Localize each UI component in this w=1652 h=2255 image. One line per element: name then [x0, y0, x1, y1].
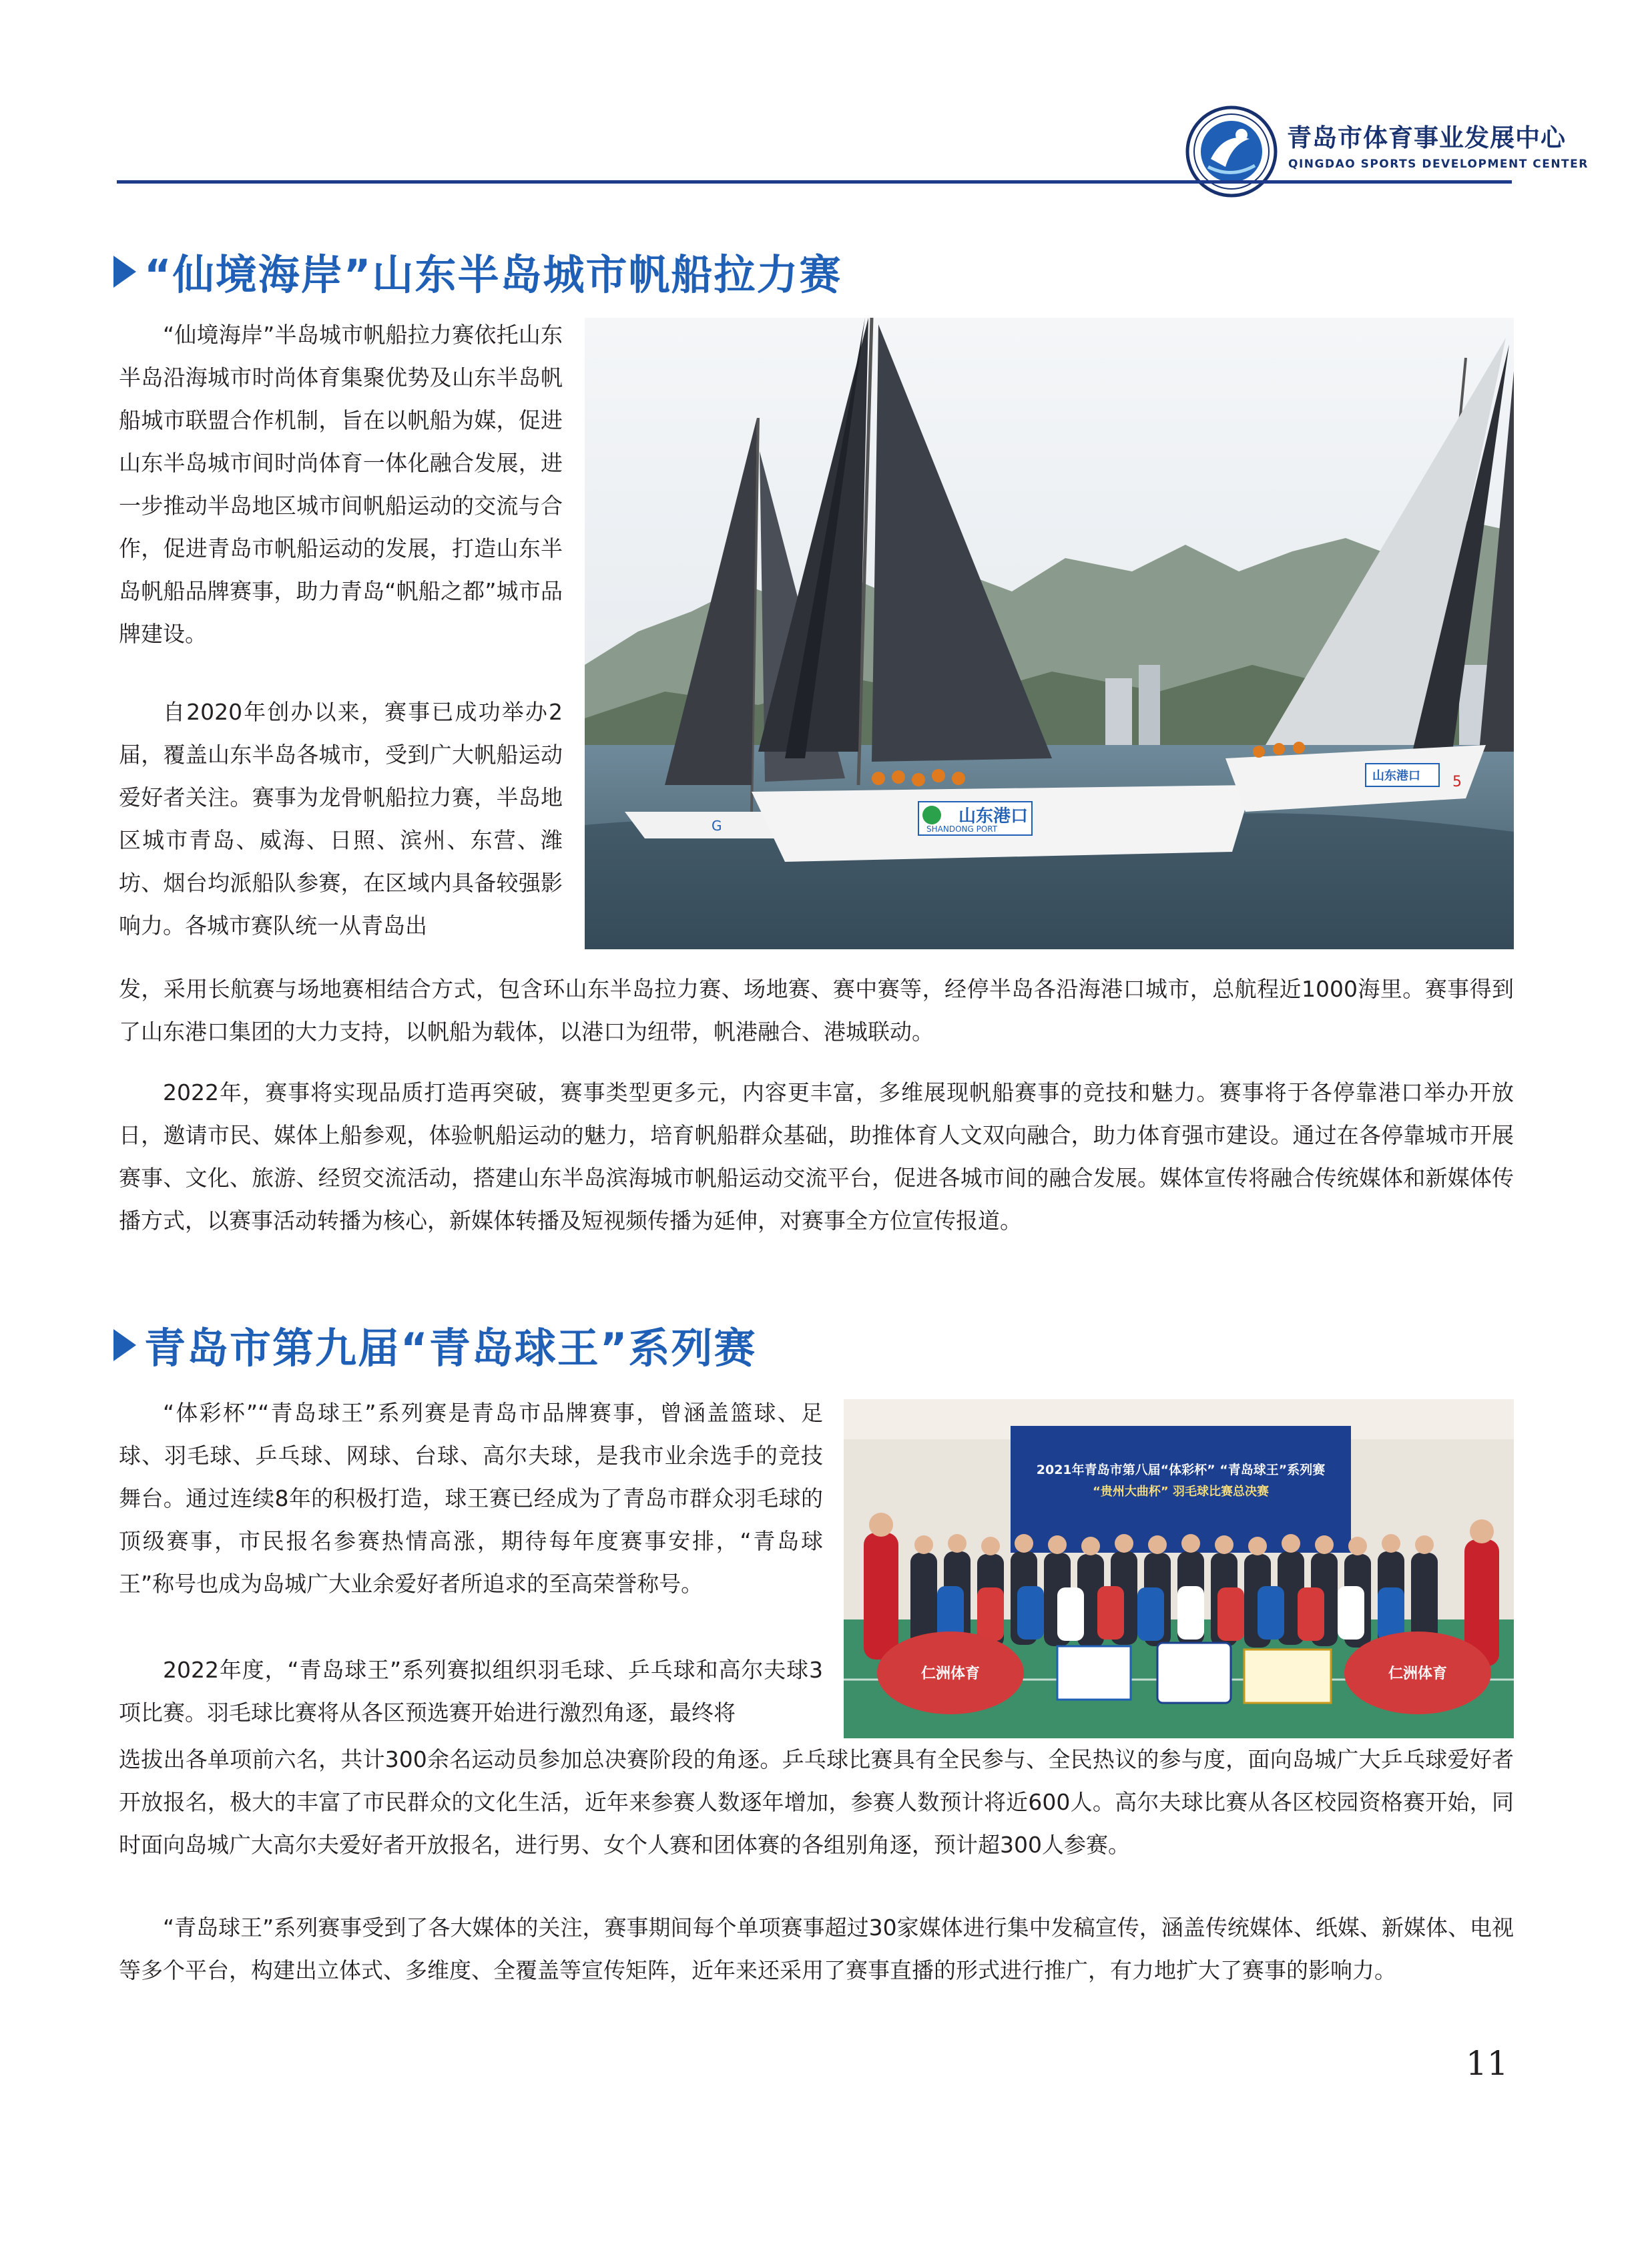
- org-logo: [1185, 105, 1278, 198]
- page-number: 11: [1466, 2044, 1508, 2083]
- section-heading-sailing: [113, 242, 842, 301]
- paragraph: 2022年，赛事将实现品质打造再突破，赛事类型更多元，内容更丰富，多维展现帆船赛事的竞技和魅力。赛事将于各停靠港口举办开放日，邀请市民、媒体上船参观，体验帆船运动的魅力，培育帆船群众基础，助推体育人文双向融合，助力体育强市建设。通过在各停靠城市开展赛事、文化、旅游、经贸交流活动，搭建山东半岛滨海城市帆船运动交流平台，促进各城市间的融合发展。媒体宣传将融合传统媒体和新媒体传播方式，以赛事活动转播为核心，新媒体转播及短视频传播为延伸，对赛事全方位宣传报道。: [119, 1079, 1514, 1234]
- svg-text:G: G: [712, 818, 722, 834]
- section-title: “仙境海岸”山东半岛城市帆船拉力赛: [144, 250, 842, 299]
- section-title: 青岛市第九届“青岛球王”系列赛: [144, 1324, 757, 1372]
- triangle-bullet-icon: [113, 256, 136, 288]
- paragraph: “青岛球王”系列赛事受到了各大媒体的关注，赛事期间每个单项赛事超过30家媒体进行集中发稿宣传，涵盖传统媒体、纸媒、新媒体、电视等多个平台，构建出立体式、多维度、全覆盖等宣传矩阵，近年来还采用了赛事直播的形式进行推广，有力地扩大了赛事的影响力。: [119, 1915, 1514, 1983]
- banner-title: 2021年青岛市第八届“体彩杯” “青岛球王”系列赛: [1036, 1463, 1326, 1477]
- hull-sponsor-text: 山东港口: [958, 806, 1029, 826]
- boat-number: 5: [1452, 774, 1462, 790]
- banner-subtitle: “贵州大曲杯” 羽毛球比赛总决赛: [1093, 1485, 1269, 1499]
- paragraph: 2022年度，“青岛球王”系列赛拟组织羽毛球、乒乓球和高尔夫球3项比赛。羽毛球比赛将从各区预选赛开始进行激烈角逐，最终将: [119, 1657, 823, 1726]
- badminton-final-group-photo: [844, 1399, 1514, 1738]
- paragraph: 自2020年创办以来，赛事已成功举办2届，覆盖山东半岛各城市，受到广大帆船运动爱好者关注。赛事为龙骨帆船拉力赛，半岛地区城市青岛、威海、日照、滨州、东营、潍坊、烟台均派船队参赛，在区域内具备较强影响力。各城市赛队统一从青岛出: [119, 699, 563, 939]
- hull-sponsor-en: SHANDONG PORT: [926, 824, 998, 834]
- paragraph-continuation: 发，采用长航赛与场地赛相结合方式，包含环山东半岛拉力赛、场地赛、赛中赛等，经停半岛各沿海港口城市，总航程近1000海里。赛事得到了山东港口集团的大力支持，以帆船为载体，以港口为纽带，帆港融合、港城联动。: [119, 976, 1514, 1045]
- paragraph-continuation: 选拔出各单项前六名，共计300余名运动员参加总决赛阶段的角逐。乒乓球比赛具有全民参与、全民热议的参与度，面向岛城广大乒乓球爱好者开放报名，极大的丰富了市民群众的文化生活，近年来参赛人数逐年增加，参赛人数预计将近600人。高尔夫球比赛从各区校园资格赛开始，同时面向岛城广大高尔夫爱好者开放报名，进行男、女个人赛和团体赛的各组别角逐，预计超300人参赛。: [119, 1746, 1514, 1858]
- org-name-en: QINGDAO SPORTS DEVELOPMENT CENTER: [1288, 158, 1589, 171]
- hull-sponsor-text: 山东港口: [1372, 769, 1420, 783]
- sponsor-sign-right: 仁洲体育: [1388, 1666, 1448, 1682]
- header-rule: [117, 180, 1512, 184]
- paragraph: “仙境海岸”半岛城市帆船拉力赛依托山东半岛沿海城市时尚体育集聚优势及山东半岛帆船城市联盟合作机制，旨在以帆船为媒，促进山东半岛城市间时尚体育一体化融合发展，进一步推动半岛地区城市间帆船运动的交流与合作，促进青岛市帆船运动的发展，打造山东半岛帆船品牌赛事，助力青岛“帆船之都”城市品牌建设。: [119, 322, 563, 647]
- section-heading-qingdao-ball-king: [113, 1315, 757, 1374]
- sailing-regatta-photo: [585, 318, 1514, 949]
- paragraph: “体彩杯”“青岛球王”系列赛是青岛市品牌赛事，曾涵盖篮球、足球、羽毛球、乒乓球、网球、台球、高尔夫球，是我市业余选手的竞技舞台。通过连续8年的积极打造，球王赛已经成为了青岛市群众羽毛球的顶级赛事，市民报名参赛热情高涨，期待每年度赛事安排，“青岛球王”称号也成为岛城广大业余爱好者所追求的至高荣誉称号。: [119, 1400, 823, 1597]
- sponsor-sign-left: 仁洲体育: [920, 1666, 981, 1682]
- triangle-bullet-icon: [113, 1329, 136, 1361]
- org-name-cn: 青岛市体育事业发展中心: [1287, 123, 1566, 152]
